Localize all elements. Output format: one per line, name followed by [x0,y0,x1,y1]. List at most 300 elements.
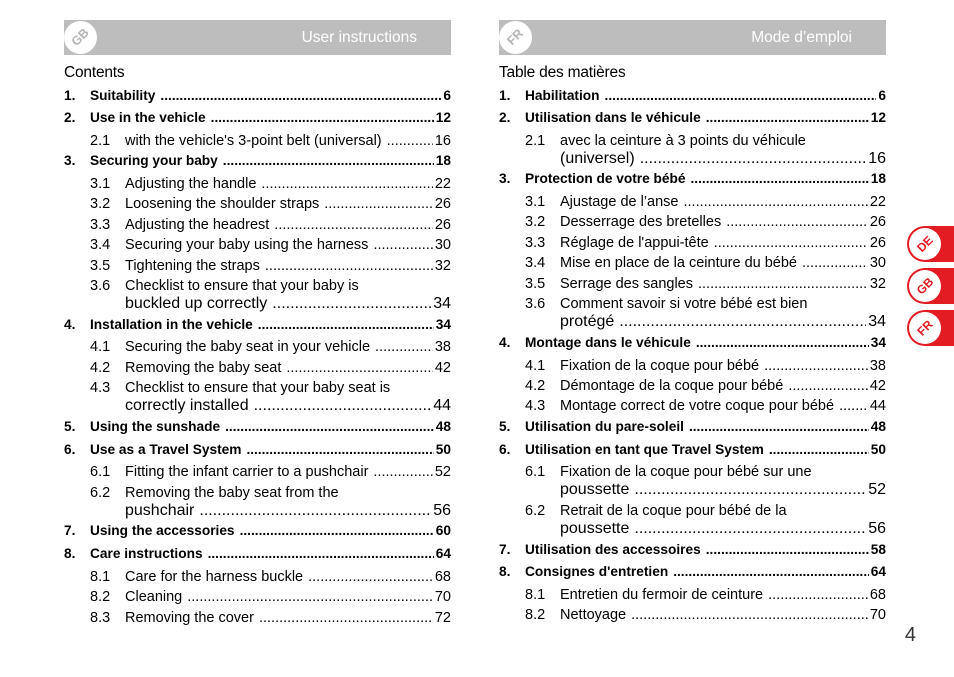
toc-entry-text: Habilitation [525,88,600,103]
toc-entry-text: buckled up correctly [125,295,268,312]
toc-section-row[interactable] [64,87,451,105]
toc-label [125,195,451,213]
toc-entry-text: Suitability [90,88,156,103]
toc-leader-dots [259,609,433,627]
toc-entry-text: Removing the baby seat from the [125,485,339,501]
toc-page-number: 32 [869,276,886,292]
toc-entry-text: Montage correct de votre coque pour bébé [560,398,835,414]
toc-page-number: 68 [434,569,451,585]
toc-entry-text: Utilisation dans le véhicule [525,110,701,125]
toc-leader-dots [187,588,433,606]
toc-label [525,563,886,581]
toc-subsection-row[interactable] [64,175,451,193]
toc-label [125,236,451,254]
toc-number: 2.1 [90,133,111,149]
toc-subsection-row[interactable] [64,568,451,586]
toc-label [560,275,886,293]
toc-label [90,522,451,540]
toc-leader-dots [246,441,433,459]
toc-subsection-row[interactable] [64,216,451,234]
toc-label [90,316,451,334]
toc-label [560,150,886,168]
toc-number: 3.5 [525,276,546,292]
toc-number: 8.3 [90,610,111,626]
toc-entry-text: with the vehicle's 3-point belt (universal) [125,133,382,149]
toc-subsection-row[interactable] [64,132,451,150]
toc-entry-text: Entretien du fermoir de ceinture [560,587,764,603]
toc-entry-text: correctly installed [125,397,249,414]
toc-leader-dots [619,313,866,331]
toc-leader-dots [387,132,433,150]
toc-leader-dots [640,150,867,168]
toc-label [525,109,886,127]
toc-entry-text: Securing your baby using the harness [125,237,369,253]
toc-entry-text: Retrait de la coque pour bébé de la [560,503,787,519]
toc-label [560,295,886,313]
toc-entry-text: Fitting the infant carrier to a pushchair [125,464,369,480]
toc-leader-dots [764,357,868,375]
toc-label [125,277,451,295]
toc-leader-dots [160,87,441,105]
toc-leader-dots [714,234,868,252]
toc-entry-text: poussette [560,481,630,498]
toc-leader-dots [308,568,433,586]
toc-page-number: 60 [435,523,451,538]
toc-number: 2. [64,110,76,125]
toc-label [125,463,451,481]
toc-label [525,418,886,436]
toc-entry-text: Securing the baby seat in your vehicle [125,339,371,355]
toc-number: 8.1 [525,587,546,603]
toc-section-row[interactable] [64,522,451,540]
toc-leader-dots [208,545,434,563]
toc-number: 4. [499,335,511,350]
toc-number: 3.5 [90,258,111,274]
toc-label [90,441,451,459]
toc-entry-text: Loosening the shoulder straps [125,196,320,212]
toc-entry-text: Adjusting the headrest [125,217,270,233]
toc-leader-dots [696,334,869,352]
toc-label [125,175,451,193]
toc-number: 3.4 [525,255,546,271]
toc-page-number: 64 [870,564,886,579]
toc-entry-text: Ajustage de l’anse [560,194,679,210]
page-number: 4 [904,624,916,646]
toc-leader-dots [726,213,868,231]
toc-entry-text: Démontage de la coque pour bébé [560,378,784,394]
toc-entry-text: pushchair [125,502,195,519]
toc-page-number: 56 [433,502,451,519]
side-tab-de[interactable] [907,226,954,262]
toc-subsection-row[interactable] [64,484,451,502]
toc-section-row[interactable] [499,87,886,105]
toc-leader-dots [223,152,434,170]
toc-entry-text: Checklist to ensure that your baby is [125,278,359,294]
toc-section-row[interactable] [499,441,886,459]
toc-entry-text: Using the sunshade [90,419,221,434]
toc-leader-dots [225,418,434,436]
toc-page-number: 26 [869,214,886,230]
toc-leader-dots [802,254,868,272]
toc-label [560,606,886,624]
side-tab-gb[interactable] [907,268,954,304]
toc-leader-dots [689,418,869,436]
toc-entry-text: Use as a Travel System [90,442,242,457]
toc-subsection-row[interactable] [64,236,451,254]
toc-section-row[interactable] [64,316,451,334]
toc-page-number: 34 [435,317,451,332]
toc-entry-text: Adjusting the handle [125,176,257,192]
toc-page-number: 6 [878,88,886,103]
toc-number: 3. [64,153,76,168]
toc-page-number: 26 [434,217,451,233]
toc-number: 5. [64,419,76,434]
toc-number: 6.1 [90,464,111,480]
toc-page-number: 52 [868,481,886,498]
toc-number: 2.1 [525,133,546,149]
toc-label [125,257,451,275]
toc-number: 6. [499,442,511,457]
toc-entry-text: Care for the harness buckle [125,569,304,585]
toc-page-number: 30 [434,237,451,253]
toc-page-number: 70 [869,607,886,623]
toc-leader-dots [634,520,866,538]
toc-number: 3.3 [525,235,546,251]
toc-number: 3. [499,171,511,186]
toc-label [560,254,886,272]
toc-section-row[interactable] [499,334,886,352]
toc-subsection-row[interactable] [499,213,886,231]
toc-page-number: 48 [870,419,886,434]
toc-page-number: 50 [870,442,886,457]
toc-number: 3.2 [90,196,111,212]
toc-label [560,463,886,481]
toc-label [125,397,451,415]
toc-page-number: 68 [869,587,886,603]
toc-page-number: 16 [434,133,451,149]
toc-entry-text: avec la ceinture à 3 points du véhicule [560,133,806,149]
toc-label [125,359,451,377]
language-tab-icon: GB [909,270,941,302]
toc-section-row[interactable] [499,170,886,188]
toc-label [125,484,451,502]
toc-number: 8. [499,564,511,579]
toc-subsection-row[interactable] [64,609,451,627]
toc-page-number: 18 [870,171,886,186]
header-bar [64,20,451,55]
contents-title: Table des matières [499,64,626,81]
toc-number: 4.1 [90,339,111,355]
toc-leader-dots [286,359,432,377]
toc-number: 8.2 [525,607,546,623]
toc-number: 2. [499,110,511,125]
toc-page-number: 34 [870,335,886,350]
language-tab-icon: DE [909,228,941,260]
toc-subsection-row[interactable] [499,295,886,313]
toc-label [90,545,451,563]
toc-label [525,87,886,105]
toc-number: 4.2 [525,378,546,394]
toc-subsection-row[interactable] [64,588,451,606]
toc-page-number: 56 [868,520,886,537]
toc-leader-dots [684,193,868,211]
toc-entry-text: Care instructions [90,546,203,561]
toc-leader-dots [375,338,433,356]
toc-label [560,502,886,520]
toc-number: 3.6 [525,296,546,312]
toc-entry-text: (universel) [560,150,635,167]
toc-section-row[interactable] [64,441,451,459]
toc-label [125,216,451,234]
toc-entry-text: Mise en place de la ceinture du bébé [560,255,797,271]
toc-leader-dots [698,275,868,293]
toc-entry-text: Fixation de la coque pour bébé sur une [560,464,812,480]
toc-subsection-row[interactable] [64,397,451,415]
toc-number: 4. [64,317,76,332]
toc-entry-text: Tightening the straps [125,258,260,274]
toc-label [560,397,886,415]
toc-subsection-row[interactable] [64,295,451,313]
toc-subsection-row[interactable] [64,338,451,356]
toc-page-number: 22 [869,194,886,210]
toc-page-number: 16 [868,150,886,167]
toc-label [90,152,451,170]
toc-label [125,379,451,397]
toc-label [90,418,451,436]
toc-subsection-row[interactable] [64,277,451,295]
toc-leader-dots [240,522,434,540]
toc-leader-dots [769,441,869,459]
toc-page-number: 26 [869,235,886,251]
toc-section-row[interactable] [64,418,451,436]
language-badge-icon: FR [499,21,532,54]
toc-page-number: 22 [434,176,451,192]
toc-entry-text: Desserrage des bretelles [560,214,722,230]
toc-leader-dots [634,481,866,499]
toc-number: 6.2 [90,485,111,501]
toc-page-number: 42 [869,378,886,394]
toc-page-number: 44 [433,397,451,414]
toc-subsection-row[interactable] [499,193,886,211]
toc-number: 1. [64,88,76,103]
header-bar [499,20,886,55]
toc-subsection-row[interactable] [499,150,886,168]
toc-page-number: 30 [869,255,886,271]
toc-section-row[interactable] [499,541,886,559]
toc-subsection-row[interactable] [64,359,451,377]
toc-entry-text: Montage dans le véhicule [525,335,691,350]
toc-page-number: 70 [434,589,451,605]
toc-number: 8.1 [90,569,111,585]
toc-section-row[interactable] [64,152,451,170]
toc-subsection-row[interactable] [499,586,886,604]
toc-subsection-row[interactable] [64,379,451,397]
toc-subsection-row[interactable] [499,234,886,252]
toc-subsection-row[interactable] [499,357,886,375]
toc-label [90,109,451,127]
toc-subsection-row[interactable] [499,481,886,499]
toc-entry-text: Checklist to ensure that your baby seat is [125,380,391,396]
toc-subsection-row[interactable] [64,502,451,520]
toc-leader-dots [274,216,433,234]
toc-entry-text: Utilisation des accessoires [525,542,701,557]
toc-number: 3.1 [525,194,546,210]
contents-title: Contents [64,64,125,81]
toc-label [560,481,886,499]
toc-entry-text: Nettoyage [560,607,627,623]
toc-page-number: 32 [434,258,451,274]
toc-subsection-row[interactable] [64,257,451,275]
toc-label [525,441,886,459]
toc-number: 4.2 [90,360,111,376]
toc-number: 1. [499,88,511,103]
toc-number: 3.2 [525,214,546,230]
toc-page-number: 72 [434,610,451,626]
toc-number: 3.6 [90,278,111,294]
toc-page-number: 34 [868,313,886,330]
toc-leader-dots [272,295,431,313]
toc-label [525,334,886,352]
toc-leader-dots [788,377,868,395]
toc-number: 7. [64,523,76,538]
header-title: User instructions [301,29,417,46]
header-title: Mode d’emploi [751,29,852,46]
toc-subsection-row[interactable] [64,463,451,481]
toc-subsection-row[interactable] [499,606,886,624]
toc-leader-dots [258,316,434,334]
toc-subsection-row[interactable] [499,463,886,481]
toc-number: 6.2 [525,503,546,519]
toc-subsection-row[interactable] [64,195,451,213]
toc-label [560,520,886,538]
toc-leader-dots [631,606,868,624]
toc-label [125,568,451,586]
toc-label [560,234,886,252]
toc-label [560,132,886,150]
toc-label [125,132,451,150]
toc-entry-text: Utilisation en tant que Travel System [525,442,764,457]
toc-subsection-row[interactable] [499,502,886,520]
toc-leader-dots [839,397,868,415]
toc-entry-text: protégé [560,313,615,330]
toc-entry-text: Consignes d'entretien [525,564,669,579]
toc-number: 4.1 [525,358,546,374]
toc-label [525,541,886,559]
language-tab-icon: FR [909,312,941,344]
side-tab-fr[interactable] [907,310,954,346]
toc-subsection-row[interactable] [499,254,886,272]
toc-page-number: 18 [435,153,451,168]
toc-entry-text: Fixation de la coque pour bébé [560,358,760,374]
toc-leader-dots [706,541,869,559]
toc-page-number: 64 [435,546,451,561]
toc-number: 5. [499,419,511,434]
toc-entry-text: Protection de votre bébé [525,171,686,186]
toc-page-number: 42 [434,360,451,376]
toc-subsection-row[interactable] [499,275,886,293]
toc-page-number: 34 [433,295,451,312]
toc-subsection-row[interactable] [499,377,886,395]
toc-leader-dots [211,109,434,127]
toc-label [525,170,886,188]
toc-section-row[interactable] [499,418,886,436]
toc-page-number: 52 [434,464,451,480]
toc-subsection-row[interactable] [499,313,886,331]
toc-subsection-row[interactable] [499,520,886,538]
toc-number: 3.1 [90,176,111,192]
toc-number: 8. [64,546,76,561]
toc-label [125,502,451,520]
toc-page-number: 6 [443,88,451,103]
toc-label [560,213,886,231]
toc-page-number: 26 [434,196,451,212]
toc-label [560,313,886,331]
toc-leader-dots [373,463,432,481]
toc-page-number: 12 [435,110,451,125]
toc-number: 4.3 [90,380,111,396]
toc-label [125,338,451,356]
toc-leader-dots [261,175,432,193]
toc-entry-text: Removing the baby seat [125,360,282,376]
toc-label [560,357,886,375]
toc-leader-dots [768,586,868,604]
toc-entry-text: Installation in the vehicle [90,317,253,332]
toc-leader-dots [706,109,869,127]
toc-page-number: 44 [869,398,886,414]
toc-label [560,586,886,604]
toc-leader-dots [605,87,877,105]
toc-entry-text: Use in the vehicle [90,110,206,125]
toc-number: 4.3 [525,398,546,414]
language-badge-icon: GB [64,21,97,54]
toc-page-number: 38 [434,339,451,355]
toc-entry-text: Removing the cover [125,610,254,626]
toc-section-row[interactable] [499,563,886,581]
toc-entry-text: Serrage des sangles [560,276,693,292]
toc-label [90,87,451,105]
toc-label [125,609,451,627]
toc-entry-text: Utilisation du pare-soleil [525,419,684,434]
toc-entry-text: poussette [560,520,630,537]
toc-number: 7. [499,542,511,557]
toc-entry-text: Réglage de l'appui-tête [560,235,709,251]
toc-entry-text: Comment savoir si votre bébé est bien [560,296,808,312]
toc-entry-text: Using the accessories [90,523,235,538]
toc-leader-dots [199,502,431,520]
toc-leader-dots [690,170,868,188]
toc-entry-text: Cleaning [125,589,183,605]
toc-leader-dots [265,257,433,275]
toc-entry-text: Securing your baby [90,153,218,168]
toc-label [560,377,886,395]
toc-label [560,193,886,211]
toc-label [125,295,451,313]
toc-leader-dots [673,563,869,581]
toc-leader-dots [254,397,432,415]
toc-section-row[interactable] [499,109,886,127]
toc-page-number: 38 [869,358,886,374]
toc-leader-dots [373,236,432,254]
toc-section-row[interactable] [64,545,451,563]
toc-page-number: 12 [870,110,886,125]
toc-section-row[interactable] [64,109,451,127]
toc-leader-dots [324,195,433,213]
toc-subsection-row[interactable] [499,132,886,150]
toc-page-number: 48 [435,419,451,434]
toc-number: 3.4 [90,237,111,253]
toc-label [125,588,451,606]
toc-subsection-row[interactable] [499,397,886,415]
